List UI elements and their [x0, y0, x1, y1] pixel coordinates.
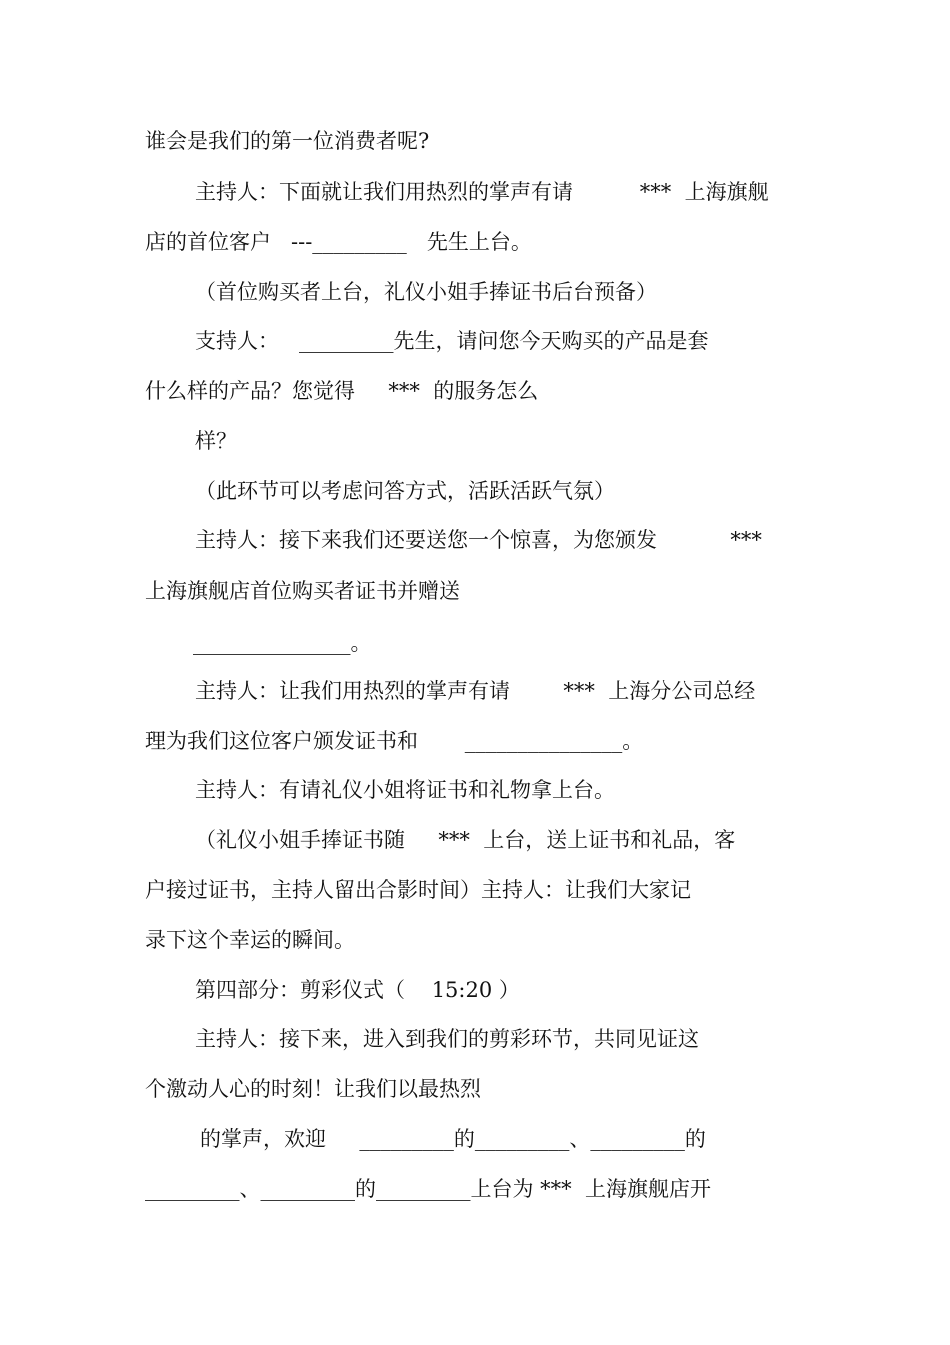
text-line: 主持人：接下来，进入到我们的剪彩环节，共同见证这: [195, 1027, 699, 1051]
text-line: （礼仪小姐手捧证书随 *** 上台，送上证书和礼品，客: [195, 828, 736, 852]
text-line: 主持人：让我们用热烈的掌声有请 *** 上海分公司总经: [195, 679, 756, 703]
text-line: 上海旗舰店首位购买者证书并赠送: [145, 579, 460, 603]
text-line: 录下这个幸运的瞬间。: [145, 928, 355, 952]
text-line: 个激动人心的时刻！让我们以最热烈: [145, 1077, 481, 1101]
text-line: 户接过证书，主持人留出合影时间）主持人：让我们大家记: [145, 878, 691, 902]
text-line: 主持人：有请礼仪小姐将证书和礼物拿上台。: [195, 778, 615, 802]
text-line: 主持人：接下来我们还要送您一个惊喜，为您颁发 ***: [195, 528, 762, 552]
text-line: 样？: [195, 429, 237, 453]
text-line: 理为我们这位客户颁发证书和 _______________。: [145, 729, 644, 753]
text-line: 支持人： _________先生，请问您今天购买的产品是套: [195, 329, 709, 353]
text-line: （首位购买者上台，礼仪小姐手捧证书后台预备）: [195, 280, 657, 304]
text-line: 主持人：下面就让我们用热烈的掌声有请 *** 上海旗舰: [195, 180, 769, 204]
text-line: 的掌声，欢迎 _________的_________、_________的: [200, 1127, 706, 1151]
text-line: _________、_________的_________上台为 *** 上海旗舰店开: [145, 1177, 712, 1201]
text-line: 店的首位客户 ---_________ 先生上台。: [145, 230, 532, 254]
text-line: 谁会是我们的第一位消费者呢?: [145, 129, 430, 153]
text-line: （此环节可以考虑问答方式，活跃活跃气氛）: [195, 479, 615, 503]
section-heading: 第四部分：剪彩仪式（ 15:20 ）: [195, 978, 520, 1002]
text-line: 什么样的产品？您觉得 *** 的服务怎么: [145, 379, 539, 403]
text-line: _______________。: [193, 631, 372, 655]
